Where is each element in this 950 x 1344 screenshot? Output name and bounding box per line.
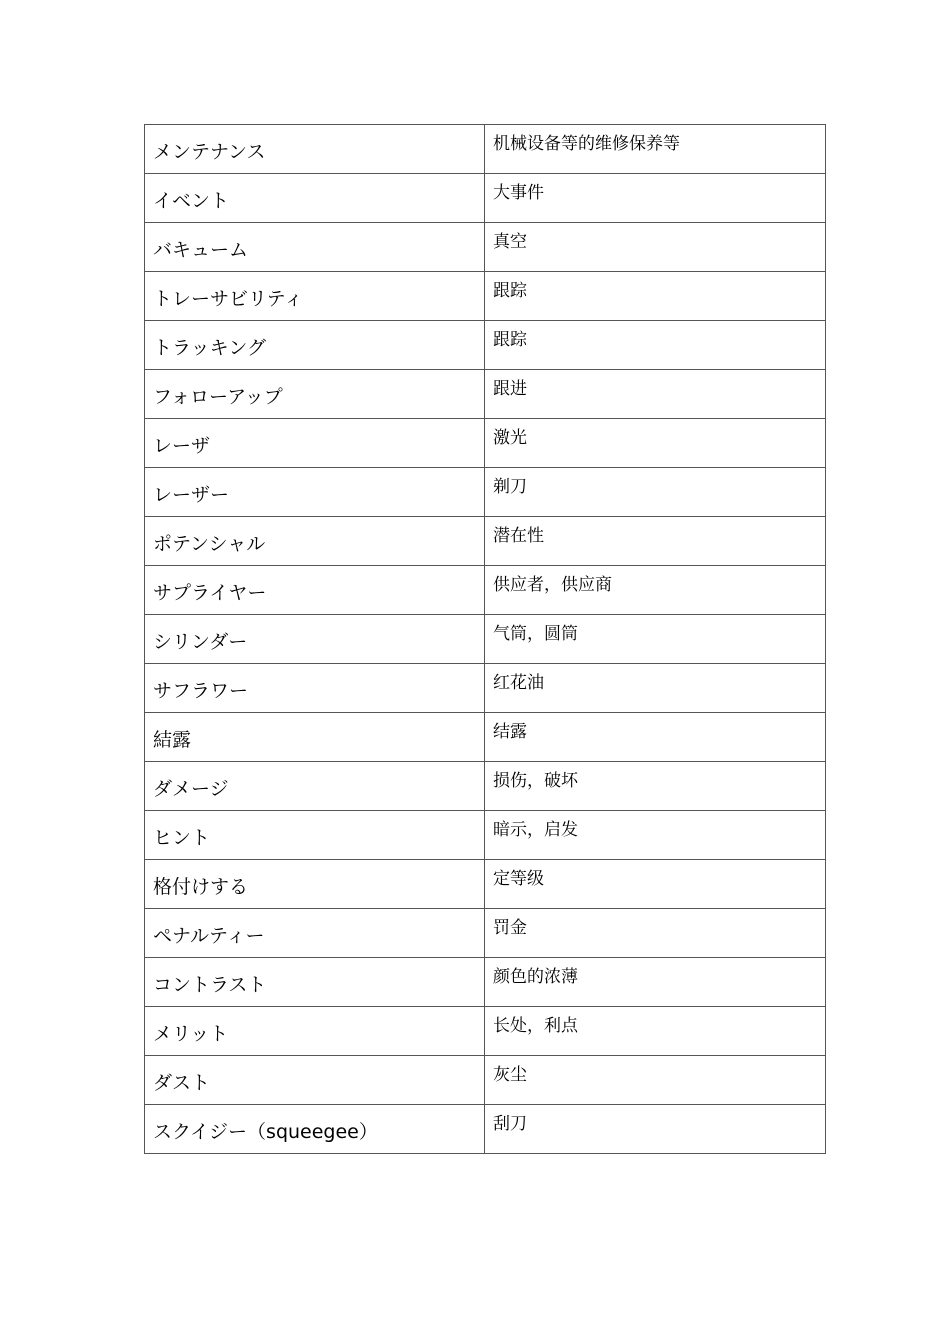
table-row [145, 223, 826, 272]
meaning-cell: 跟踪 [485, 321, 826, 370]
table-row [145, 321, 826, 370]
table-row [145, 272, 826, 321]
table-row [145, 125, 826, 174]
glossary-table [144, 124, 826, 1154]
term-cell: トレーサビリティ [145, 272, 485, 321]
table-row [145, 174, 826, 223]
table-row [145, 419, 826, 468]
term-cell: ヒント [145, 811, 485, 860]
meaning-cell: 罚金 [485, 909, 826, 958]
term-cell: トラッキング [145, 321, 485, 370]
term-cell: サフラワー [145, 664, 485, 713]
term-cell: ダメージ [145, 762, 485, 811]
term-cell: イベント [145, 174, 485, 223]
table-row [145, 1056, 826, 1105]
meaning-cell: 气筒，圆筒 [485, 615, 826, 664]
term-cell: フォローアップ [145, 370, 485, 419]
meaning-cell: 供应者，供应商 [485, 566, 826, 615]
meaning-cell: 红花油 [485, 664, 826, 713]
table-row [145, 664, 826, 713]
term-cell: 結露 [145, 713, 485, 762]
table-row [145, 517, 826, 566]
term-cell: スクイジー（squeegee） [145, 1105, 485, 1154]
table-row [145, 1007, 826, 1056]
term-cell: 格付けする [145, 860, 485, 909]
meaning-cell: 暗示，启发 [485, 811, 826, 860]
table-row [145, 713, 826, 762]
meaning-cell: 定等级 [485, 860, 826, 909]
term-cell: ダスト [145, 1056, 485, 1105]
meaning-cell: 颜色的浓薄 [485, 958, 826, 1007]
meaning-cell: 激光 [485, 419, 826, 468]
glossary-body [145, 125, 826, 1154]
meaning-cell: 灰尘 [485, 1056, 826, 1105]
meaning-cell: 结露 [485, 713, 826, 762]
term-cell: バキューム [145, 223, 485, 272]
meaning-cell: 剃刀 [485, 468, 826, 517]
table-row [145, 811, 826, 860]
meaning-cell: 潜在性 [485, 517, 826, 566]
meaning-cell: 刮刀 [485, 1105, 826, 1154]
term-cell: シリンダー [145, 615, 485, 664]
table-row [145, 468, 826, 517]
meaning-cell: 机械设备等的维修保养等 [485, 125, 826, 174]
term-cell: ペナルティー [145, 909, 485, 958]
table-row [145, 909, 826, 958]
table-row [145, 958, 826, 1007]
table-row [145, 860, 826, 909]
table-row [145, 1105, 826, 1154]
term-cell: レーザ [145, 419, 485, 468]
meaning-cell: 真空 [485, 223, 826, 272]
term-cell: レーザー [145, 468, 485, 517]
term-cell: コントラスト [145, 958, 485, 1007]
term-cell: ポテンシャル [145, 517, 485, 566]
meaning-cell: 跟踪 [485, 272, 826, 321]
meaning-cell: 长处，利点 [485, 1007, 826, 1056]
table-row [145, 566, 826, 615]
meaning-cell: 跟进 [485, 370, 826, 419]
term-cell: メンテナンス [145, 125, 485, 174]
meaning-cell: 大事件 [485, 174, 826, 223]
table-row [145, 762, 826, 811]
table-row [145, 615, 826, 664]
term-cell: サプライヤー [145, 566, 485, 615]
term-cell: メリット [145, 1007, 485, 1056]
table-row [145, 370, 826, 419]
meaning-cell: 损伤，破坏 [485, 762, 826, 811]
